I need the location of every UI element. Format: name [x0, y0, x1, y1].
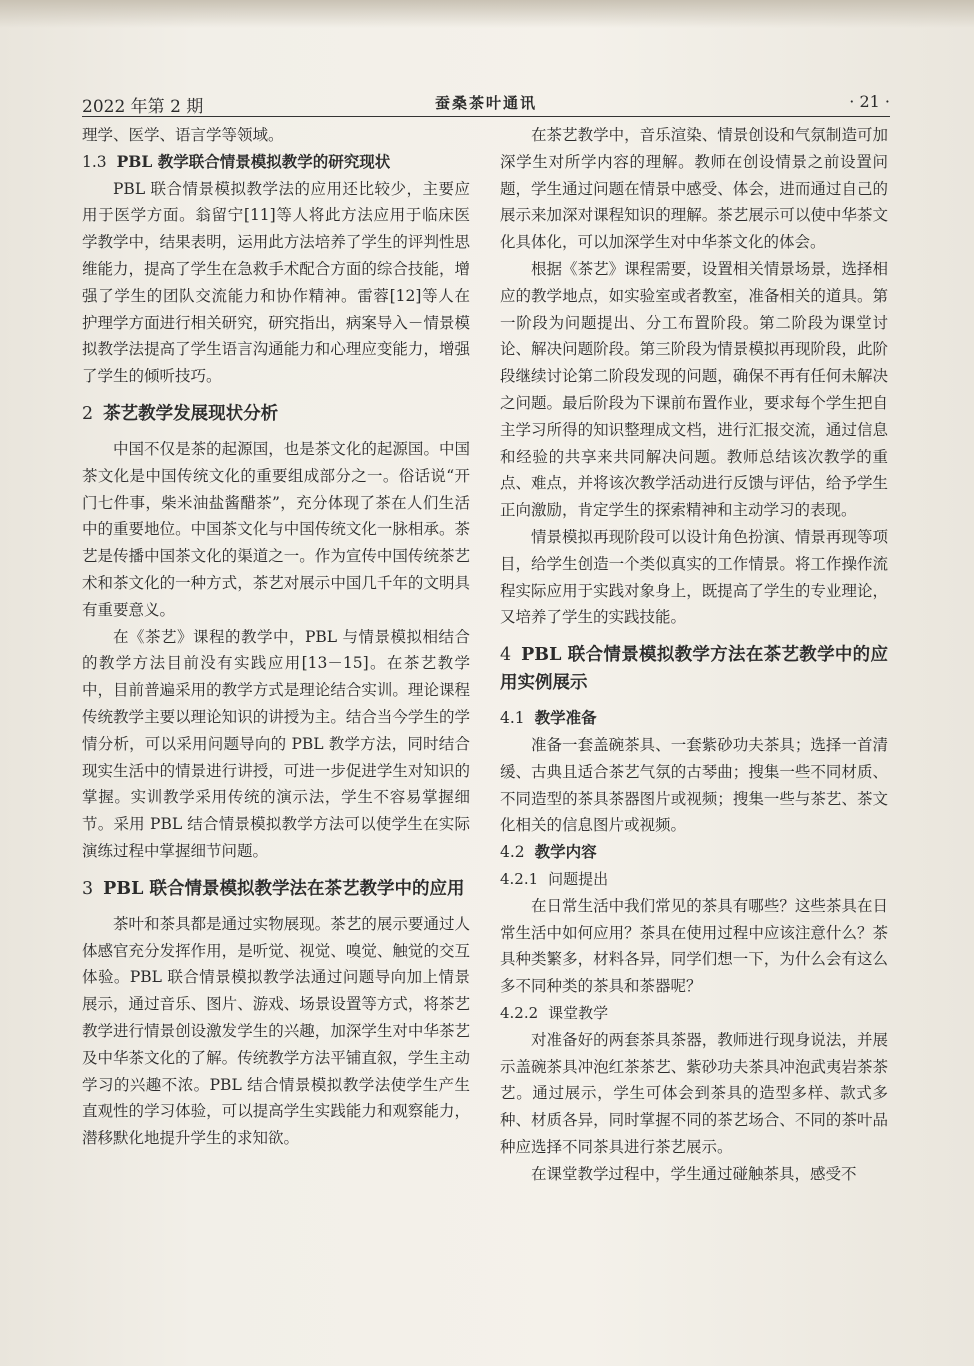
paragraph: PBL 联合情景模拟教学法的应用还比较少，主要应用于医学方面。翁留宁[11]等人将此方法应用于临床医学教学中，结果表明，运用此方法培养了学生的评判性思维能力，提高了学生在急救手术配合方面的综合技能，增强了学生的团队交流能力和协作精神。雷蓉[12]等人在护理学方面进行相关研究，研究指出，病案导入－情景模拟教学法提高了学生语言沟通能力和心理应变能力，增强了学生的倾听技巧。: [82, 179, 470, 386]
section-heading-4: 4 PBL 联合情景模拟教学方法在茶艺教学中的应用实例展示: [500, 645, 888, 694]
paragraph: 理学、医学、语言学等领域。: [82, 126, 284, 144]
paragraph: 在《茶艺》课程的教学中，PBL 与情景模拟相结合的教学方法目前没有实践应用[13－15]。在茶艺教学中，目前普遍采用的教学方式是理论结合实训。理论课程传统教学主要以理论知识的讲授为主。结合当今学生的学情分析，可以采用问题导向的 PBL 教学方法，同时结合现实生活中的情景进行讲授，可进一步促进学生对知识的掌握。实训教学采用传统的演示法，学生不容易掌握细节。采用 PBL 结合情景模拟教学方法可以使学生在实际演练过程中掌握细节问题。: [82, 627, 470, 860]
issue-label: 2022 年第 2 期: [82, 97, 204, 117]
section-heading-1-3: 1.3 PBL 教学联合情景模拟教学的研究现状: [82, 151, 391, 171]
section-heading-2: 2 茶艺教学发展现状分析: [82, 403, 279, 424]
paragraph: 中国不仅是茶的起源国，也是茶文化的起源国。中国茶文化是中国传统文化的重要组成部分之一。俗话说“开门七件事，柴米油盐酱醋茶”，充分体现了茶在人们生活中的重要地位。中国茶文化与中国传统文化一脉相承。茶艺是传播中国茶文化的渠道之一。作为宣传中国传统茶艺术和茶文化的一种方式，茶艺对展示中国几千年的文明具有重要意义。: [82, 439, 470, 619]
running-header: [82, 90, 890, 117]
section-heading-4-2: 4.2 教学内容: [500, 842, 597, 862]
paragraph: 在课堂教学过程中，学生通过碰触茶具，感受不: [531, 1164, 857, 1183]
section-heading-4-2-2: 4.2.2 课堂教学: [500, 1003, 609, 1022]
paragraph: 茶叶和茶具都是通过实物展现。茶艺的展示要通过人体感官充分发挥作用，是听觉、视觉、嗅觉、触觉的交互体验。PBL 联合情景模拟教学法通过问题导向加上情景展示，通过音乐、图片、游戏、场景设置等方式，将茶艺教学进行情景创设激发学生的兴趣，加深学生对中华茶艺及中华茶文化的了解。传统教学方法平铺直叙，学生主动学习的兴趣不浓。PBL 结合情景模拟教学法使学生产生直观性的学习体验，可以提高学生实践能力和观察能力，潜移默化地提升学生的求知欲。: [82, 914, 470, 1148]
paragraph: 情景模拟再现阶段可以设计角色扮演、情景再现等项目，给学生创造一个类似真实的工作情景。将工作操作流程实际应用于实践对象身上，既提高了学生的专业理论，又培养了学生的实践技能。: [500, 527, 888, 627]
page-top-shadow: [0, 0, 974, 28]
paragraph: 在日常生活中我们常见的茶具有哪些？这些茶具在日常生活中如何应用？茶具在使用过程中应该注意什么？茶具种类繁多，材料各异，同学们想一下，为什么会有这么多不同种类的茶具和茶器呢？: [500, 896, 888, 996]
section-heading-4-2-1: 4.2.1 问题提出: [500, 869, 609, 888]
paragraph: 准备一套盖碗茶具、一套紫砂功夫茶具；选择一首清缓、古典且适合茶艺气氛的古琴曲；搜集一些不同材质、不同造型的茶具茶器图片或视频；搜集一些与茶艺、茶文化相关的信息图片或视频。: [500, 735, 888, 835]
paragraph: 对准备好的两套茶具茶器，教师进行现身说法，并展示盖碗茶具冲泡红茶茶艺、紫砂功夫茶具冲泡武夷岩茶茶艺。通过展示，学生可体会到茶具的造型多样、款式多种、材质各异，同时掌握不同的茶艺场合、不同的茶叶品种应选择不同茶具进行茶艺展示。: [500, 1030, 888, 1156]
paragraph: 根据《茶艺》课程需要，设置相关情景场景，选择相应的教学地点，如实验室或者教室，准备相关的道具。第一阶段为问题提出、分工布置阶段。第二阶段为课堂讨论、解决问题阶段。第三阶段为情景模拟再现阶段，此阶段继续讨论第二阶段发现的问题，确保不再有任何未解决之问题。最后阶段为下课前布置作业，要求每个学生把自主学习所得的知识整理成文档，进行汇报交流，通过信息和经验的共享来共同解决问题。教师总结该次教学的重点、难点，并将该次教学活动进行反馈与评估，给予学生正向激励，肯定学生的探索精神和主动学习的表现。: [500, 259, 888, 520]
journal-name: 蚕桑茶叶通讯: [434, 94, 537, 112]
paragraph: 在茶艺教学中，音乐渲染、情景创设和气氛制造可加深学生对所学内容的理解。教师在创设情景之前设置问题，学生通过问题在情景中感受、体会，进而通过自己的展示来加深对课程知识的理解。茶艺展示可以使中华茶文化具体化，可以加深学生对中华茶文化的体会。: [500, 126, 888, 252]
page-number: · 21 ·: [849, 92, 890, 111]
section-heading-4-1: 4.1 教学准备: [500, 708, 597, 728]
left-column: [82, 122, 470, 1152]
section-heading-3: 3 PBL 联合情景模拟教学法在茶艺教学中的应用: [82, 878, 465, 899]
right-column: [500, 122, 888, 1187]
